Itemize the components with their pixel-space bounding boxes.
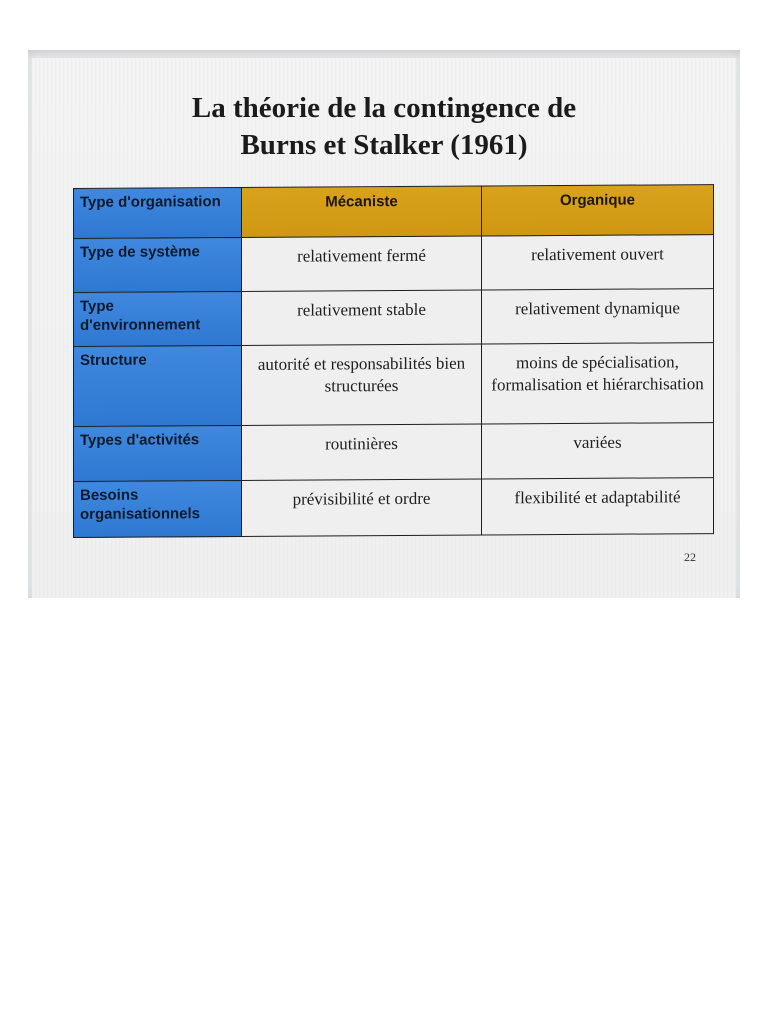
contingency-table — [73, 184, 714, 538]
cell-mecaniste: relativement stable — [242, 290, 482, 345]
table-row — [74, 235, 714, 293]
table-row — [74, 289, 714, 347]
cell-organique: relativement ouvert — [482, 235, 714, 290]
header-label-cell: Type d'organisation — [74, 187, 242, 238]
title-line-2: Burns et Stalker (1961) — [240, 129, 528, 161]
cell-organique: relativement dynamique — [482, 289, 714, 344]
cell-mecaniste: autorité et responsabilités bien structurées — [242, 344, 482, 425]
cell-organique: flexibilité et adaptabilité — [482, 478, 714, 535]
table-row — [74, 478, 714, 538]
table-row — [74, 423, 714, 482]
header-mecaniste: Mécaniste — [242, 186, 482, 237]
row-label: Type d'environnement — [74, 291, 242, 346]
row-label: Besoins organisationnels — [74, 480, 242, 537]
cell-organique: variées — [482, 423, 714, 479]
header-organique: Organique — [482, 185, 714, 236]
cell-mecaniste: relativement fermé — [242, 236, 482, 291]
slide-title — [32, 90, 736, 164]
cell-organique: moins de spécialisation, formalisation et hiérarchisation — [482, 343, 714, 424]
photo-frame — [28, 50, 740, 598]
row-label: Type de système — [74, 237, 242, 292]
title-line-1: La théorie de la contingence de — [191, 92, 577, 124]
table-header-row — [74, 185, 714, 239]
page-number: 22 — [684, 550, 696, 564]
cell-mecaniste: prévisibilité et ordre — [242, 479, 482, 536]
table-row — [74, 343, 714, 427]
row-label: Structure — [74, 345, 242, 426]
slide — [32, 58, 736, 598]
cell-mecaniste: routinières — [242, 424, 482, 480]
row-label: Types d'activités — [74, 425, 242, 481]
